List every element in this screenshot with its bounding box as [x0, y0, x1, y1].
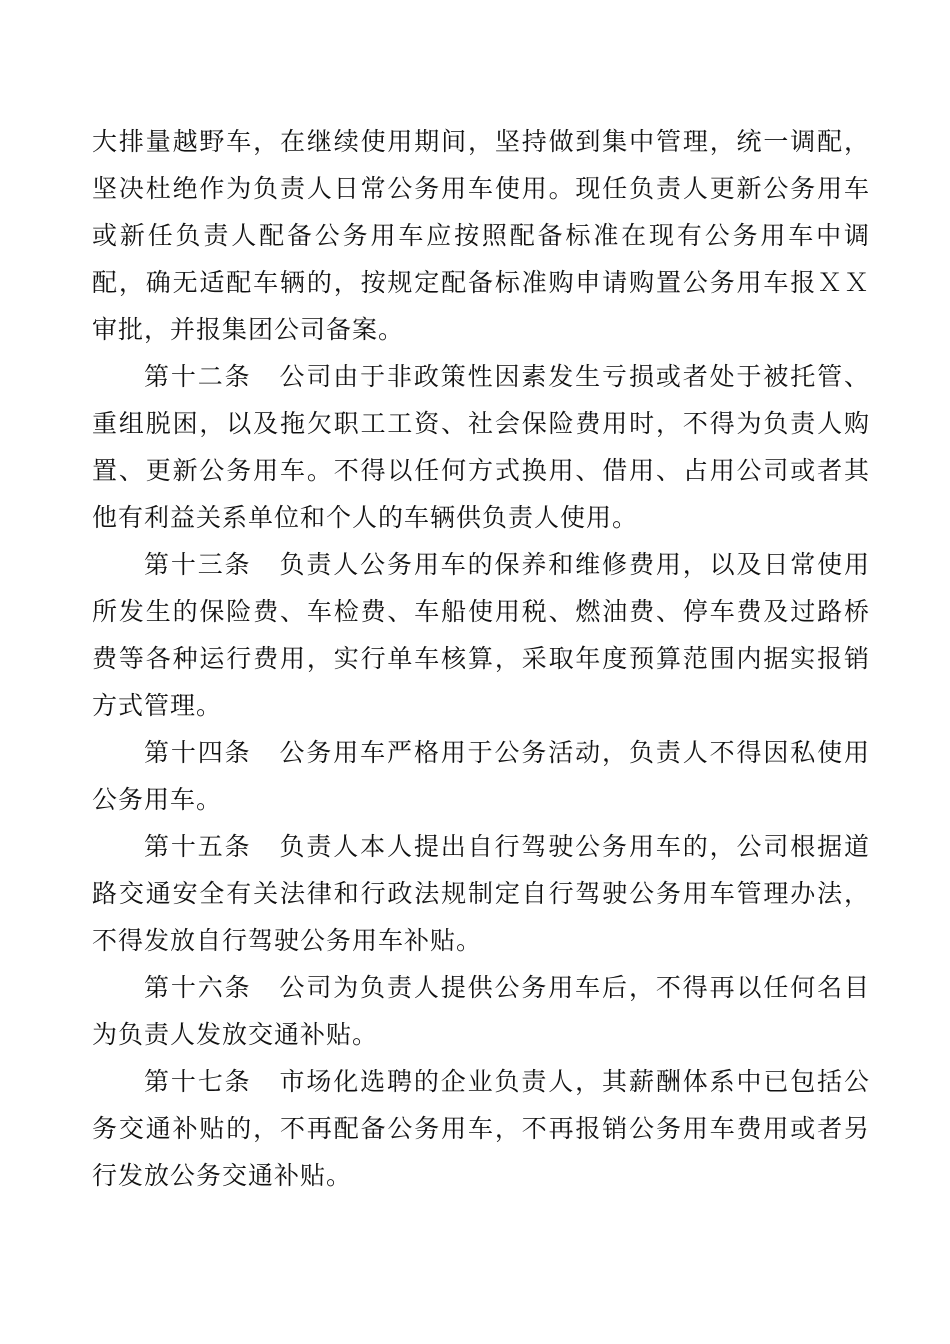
article-number: 第十二条: [144, 362, 252, 391]
article-13: [92, 541, 870, 729]
article-15: [92, 823, 870, 964]
article-12: [92, 353, 870, 541]
article-16: [92, 964, 870, 1058]
article-number: 第十三条: [144, 550, 252, 579]
article-number: 第十四条: [144, 738, 252, 767]
article-text: 负责人本人提出自行驾驶公务用车的，公司根据道路交通安全有关法律和行政法规制定自行驾驶公务用车管理办法，不得发放自行驾驶公务用车补贴。: [92, 832, 870, 955]
article-14: [92, 729, 870, 823]
article-text: 公务用车严格用于公务活动，负责人不得因私使用公务用车。: [92, 738, 870, 814]
article-text: 市场化选聘的企业负责人，其薪酬体系中已包括公务交通补贴的，不再配备公务用车，不再报销公务用车费用或者另行发放公务交通补贴。: [92, 1067, 870, 1190]
article-17: [92, 1058, 870, 1199]
article-text: 公司为负责人提供公务用车后，不得再以任何名目为负责人发放交通补贴。: [92, 973, 870, 1049]
article-number: 第十五条: [144, 832, 252, 861]
article-text: 负责人公务用车的保养和维修费用，以及日常使用所发生的保险费、车检费、车船使用税、燃油费、停车费及过路桥费等各种运行费用，实行单车核算，采取年度预算范围内据实报销方式管理。: [92, 550, 870, 720]
article-text: 公司由于非政策性因素发生亏损或者处于被托管、重组脱困，以及拖欠职工工资、社会保险费用时，不得为负责人购置、更新公务用车。不得以任何方式换用、借用、占用公司或者其他有利益关系单位和个人的车辆供负责人使用。: [92, 362, 870, 532]
continuation-paragraph: 大排量越野车，在继续使用期间，坚持做到集中管理，统一调配，坚决杜绝作为负责人日常公务用车使用。现任负责人更新公务用车或新任负责人配备公务用车应按照配备标准在现有公务用车中调配，确无适配车辆的，按规定配备标准购申请购置公务用车报ＸＸ审批，并报集团公司备案。: [92, 127, 870, 344]
article-number: 第十六条: [144, 973, 252, 1002]
article-number: 第十七条: [144, 1067, 252, 1096]
document-page: [92, 118, 870, 1199]
